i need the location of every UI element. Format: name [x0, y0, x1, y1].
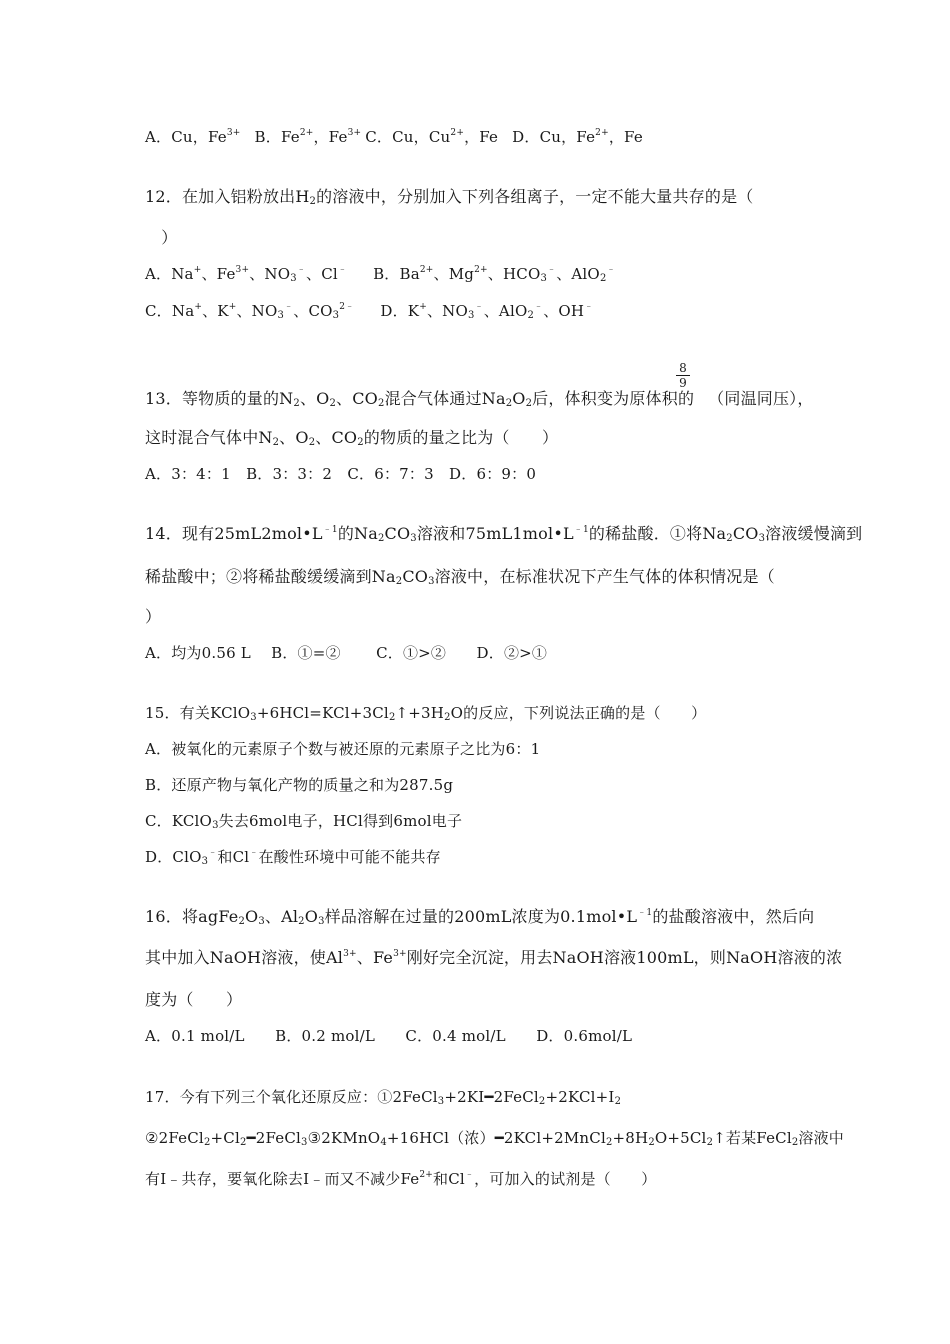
- q13-stem-line2: 这时混合气体中$N_2$、$O_2$、$CO_2$的物质的量之比为（ ）: [145, 428, 559, 448]
- q13-options: A．3：4：1 B．3：3：2 C．6：7：3 D．6：9：0: [145, 465, 537, 483]
- q15-option-a: A．被氧化的元素原子个数与被还原的元素原子之比为6：1: [145, 740, 541, 758]
- q17-stem-line2: $②2FeCl_2+Cl_2━2FeCl_3③2KMnO_4+16HCl$（浓）$━2KCl+2MnCl_2+8H_2O+5Cl_2↑$若某FeCl$_2$溶液中: [145, 1129, 845, 1148]
- q15-option-c: C．KClO$_3$失去6mol电子，HCl得到6mol电子: [145, 812, 463, 831]
- q16-options: A．0.1 mol/L B．0.2 mol/L C．0.4 mol/L D．0.6mol/L: [145, 1027, 633, 1045]
- q13-stem-line1: 13．等物质的量的$N_2$、$O_2$、$CO_2$混合气体通过$Na_2O_2$后，体积变为原体积的 （同温同压），: [145, 389, 814, 409]
- q17-stem-line3: 有I﹣共存，要氧化除去I﹣而又不减少$Fe^{2+}$和Cl﹣，可加入的试剂是（ ）: [145, 1170, 657, 1188]
- q17-stem-line1: 17．今有下列三个氧化还原反应：$①2FeCl_3+2KI━2FeCl_2+2KCl+I_2$: [145, 1088, 622, 1107]
- q15-option-d: D．ClO$_3$﹣和Cl﹣在酸性环境中可能不能共存: [145, 848, 441, 867]
- q14-stem-line3: ）: [145, 607, 162, 626]
- q12-stem-line1: 12．在加入铝粉放出$H_2$的溶液中，分别加入下列各组离子，一定不能大量共存的是（: [145, 187, 754, 207]
- q16-stem-line1: 16．将$agFe_2O_3$、$Al_2O_3$样品溶解在过量的200mL浓度为$0.1mol•L^{﹣1}$的盐酸溶液中，然后向: [145, 907, 815, 927]
- q12-options-cd: C．Na+、K+、$NO_3^﹣$、$CO_3^{2﹣}$ D．K+、$NO_3^﹣$、AlO$_2$﹣、OH﹣: [145, 302, 594, 321]
- q12-stem-line2: ）: [145, 228, 178, 247]
- q15-stem: 15．有关$KClO_3+6HCl=KCl+3Cl_2↑+3H_2O$的反应，下列说法正确的是（ ）: [145, 704, 707, 723]
- q15-option-b: B．还原产物与氧化产物的质量之和为287.5g: [145, 776, 454, 794]
- q11-options: A．Cu，$Fe^{3+}$ B．$Fe^{2+}$，$Fe^{3+}$ C．Cu，$Cu^{2+}$，Fe D．Cu，$Fe^{2+}$，Fe: [145, 128, 643, 146]
- fraction-eight-ninths: 8 9: [676, 362, 690, 389]
- q16-stem-line3: 度为（ ）: [145, 990, 243, 1009]
- q16-stem-line2: 其中加入NaOH溶液，使$Al^{3+}$、$Fe^{3+}$刚好完全沉淀，用去NaOH溶液100mL，则NaOH溶液的浓: [145, 948, 843, 967]
- q14-options: A．均为0.56 L B．①=② C．①>② D．②>①: [145, 644, 548, 662]
- q14-stem-line1: 14．现有$25mL2mol•L^{﹣1}$的$Na_2CO_3$溶液和$75mL1mol•L^{﹣1}$的稀盐酸．①将$Na_2CO_3$溶液缓慢滴到: [145, 524, 863, 544]
- q14-stem-line2: 稀盐酸中；②将稀盐酸缓缓滴到$Na_2CO_3$溶液中，在标准状况下产生气体的体积情况是（: [145, 567, 775, 587]
- q12-options-ab: A．Na+、$Fe^{3+}$、$NO_3^﹣$、Cl﹣ B．$Ba^{2+}$、$Mg^{2+}$、$HCO_3^﹣$、AlO$_2$﹣: [145, 265, 616, 284]
